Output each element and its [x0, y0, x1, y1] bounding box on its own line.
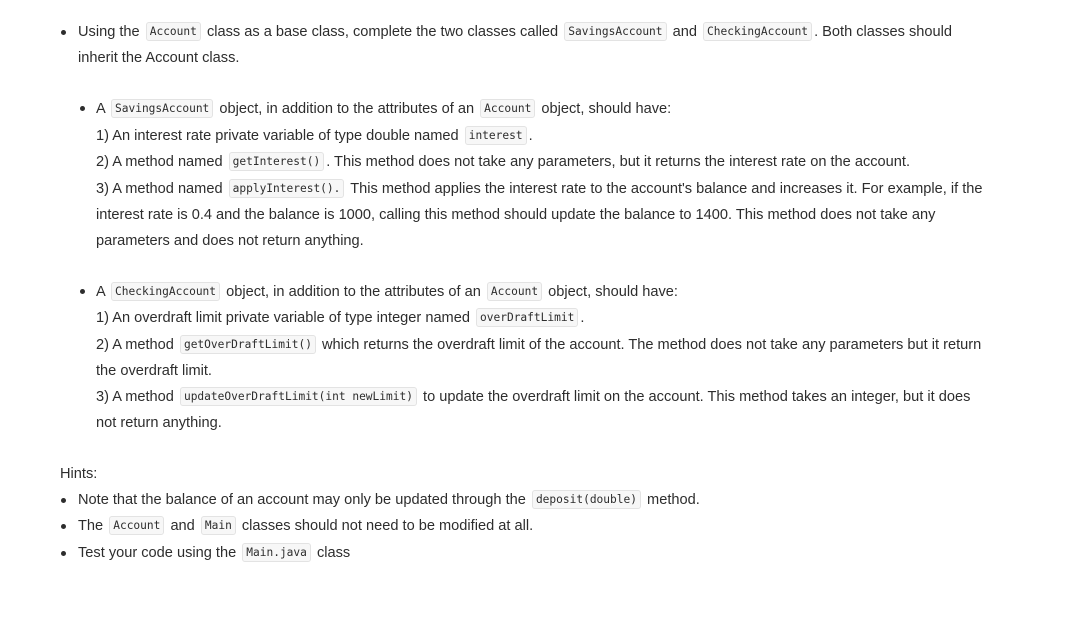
- checking-item-text: to update the overdraft limit on the account. This method takes an integer, but it does: [423, 389, 971, 405]
- hint-text: The: [78, 518, 104, 534]
- savings-heading-text: A: [96, 101, 105, 117]
- code-savings-account: SavingsAccount: [111, 99, 213, 118]
- savings-item-3-line-3: parameters and does not return anything.: [96, 233, 364, 249]
- code-deposit: deposit(double): [532, 490, 641, 509]
- hint-1: [78, 489, 700, 511]
- savings-item-text: .: [528, 128, 533, 144]
- checking-item-2-line-2: the overdraft limit.: [96, 363, 212, 379]
- hints-title: Hints:: [60, 466, 98, 482]
- checking-heading-text: object, in addition to the attributes of an: [226, 284, 481, 300]
- code-get-interest: getInterest(): [229, 152, 325, 171]
- savings-heading: [96, 98, 671, 120]
- bullet: [61, 551, 66, 556]
- savings-item-text: 1) An interest rate private variable of type double named: [96, 128, 459, 144]
- code-apply-interest: applyInterest().: [229, 179, 345, 198]
- bullet: [61, 524, 66, 529]
- code-savings-account: SavingsAccount: [564, 22, 666, 41]
- hint-text: class: [316, 545, 351, 561]
- hint-text: and: [170, 518, 195, 534]
- checking-item-text: .: [580, 310, 585, 326]
- hint-text: Note that the balance of an account may only be updated through the: [78, 492, 526, 508]
- code-update-overdraft-limit: updateOverDraftLimit(int newLimit): [180, 387, 417, 406]
- hint-text: Test your code using the: [78, 545, 237, 561]
- checking-heading-text: object, should have:: [548, 284, 678, 300]
- savings-item-text: This method applies the interest rate to the account's balance and increases it. For example, if the: [350, 181, 983, 197]
- bullet: [80, 289, 85, 294]
- savings-item-2: [96, 151, 910, 173]
- hint-text: classes should not need to be modified at all.: [241, 518, 534, 534]
- savings-item-text: 2) A method named: [96, 154, 223, 170]
- checking-heading-text: A: [96, 284, 105, 300]
- intro-text: Using the: [78, 24, 140, 40]
- intro-line-1: [78, 21, 952, 43]
- intro-text: and: [672, 24, 697, 40]
- savings-heading-text: object, in addition to the attributes of an: [219, 101, 475, 117]
- code-get-overdraft-limit: getOverDraftLimit(): [180, 335, 316, 354]
- code-account: Account: [146, 22, 201, 41]
- savings-item-text: . This method does not take any parameters, but it returns the interest rate on the account.: [326, 154, 910, 170]
- checking-item-3-line-2: not return anything.: [96, 415, 222, 431]
- code-checking-account: CheckingAccount: [111, 282, 220, 301]
- bullet: [61, 30, 66, 35]
- code-main-java: Main.java: [242, 543, 311, 562]
- checking-item-2: [96, 334, 981, 356]
- savings-heading-text: object, should have:: [541, 101, 672, 117]
- bullet: [61, 498, 66, 503]
- intro-text: . Both classes should: [814, 24, 952, 40]
- checking-item-text: 1) An overdraft limit private variable of type integer named: [96, 310, 470, 326]
- checking-item-text: 3) A method: [96, 389, 174, 405]
- intro-line-2: inherit the Account class.: [78, 50, 240, 66]
- hint-2: [78, 515, 533, 537]
- code-checking-account: CheckingAccount: [703, 22, 812, 41]
- checking-item-text: which returns the overdraft limit of the account. The method does not take any parameters but it return: [322, 337, 982, 353]
- savings-item-text: 3) A method named: [96, 181, 223, 197]
- savings-item-3-line-2: interest rate is 0.4 and the balance is 1000, calling this method should update the balance to 1400. This method does not take any: [96, 207, 936, 223]
- code-account: Account: [109, 516, 164, 535]
- code-interest: interest: [465, 126, 527, 145]
- hint-3: [78, 542, 350, 564]
- savings-item-1: [96, 125, 533, 147]
- savings-item-3: [96, 178, 983, 200]
- checking-item-text: 2) A method: [96, 337, 174, 353]
- checking-item-1: [96, 307, 584, 329]
- checking-heading: [96, 281, 678, 303]
- code-account: Account: [487, 282, 542, 301]
- hint-text: method.: [647, 492, 700, 508]
- intro-text: class as a base class, complete the two classes called: [206, 24, 559, 40]
- code-account: Account: [480, 99, 535, 118]
- bullet: [80, 106, 85, 111]
- checking-item-3: [96, 386, 970, 408]
- code-overdraft-limit: overDraftLimit: [476, 308, 578, 327]
- code-main: Main: [201, 516, 236, 535]
